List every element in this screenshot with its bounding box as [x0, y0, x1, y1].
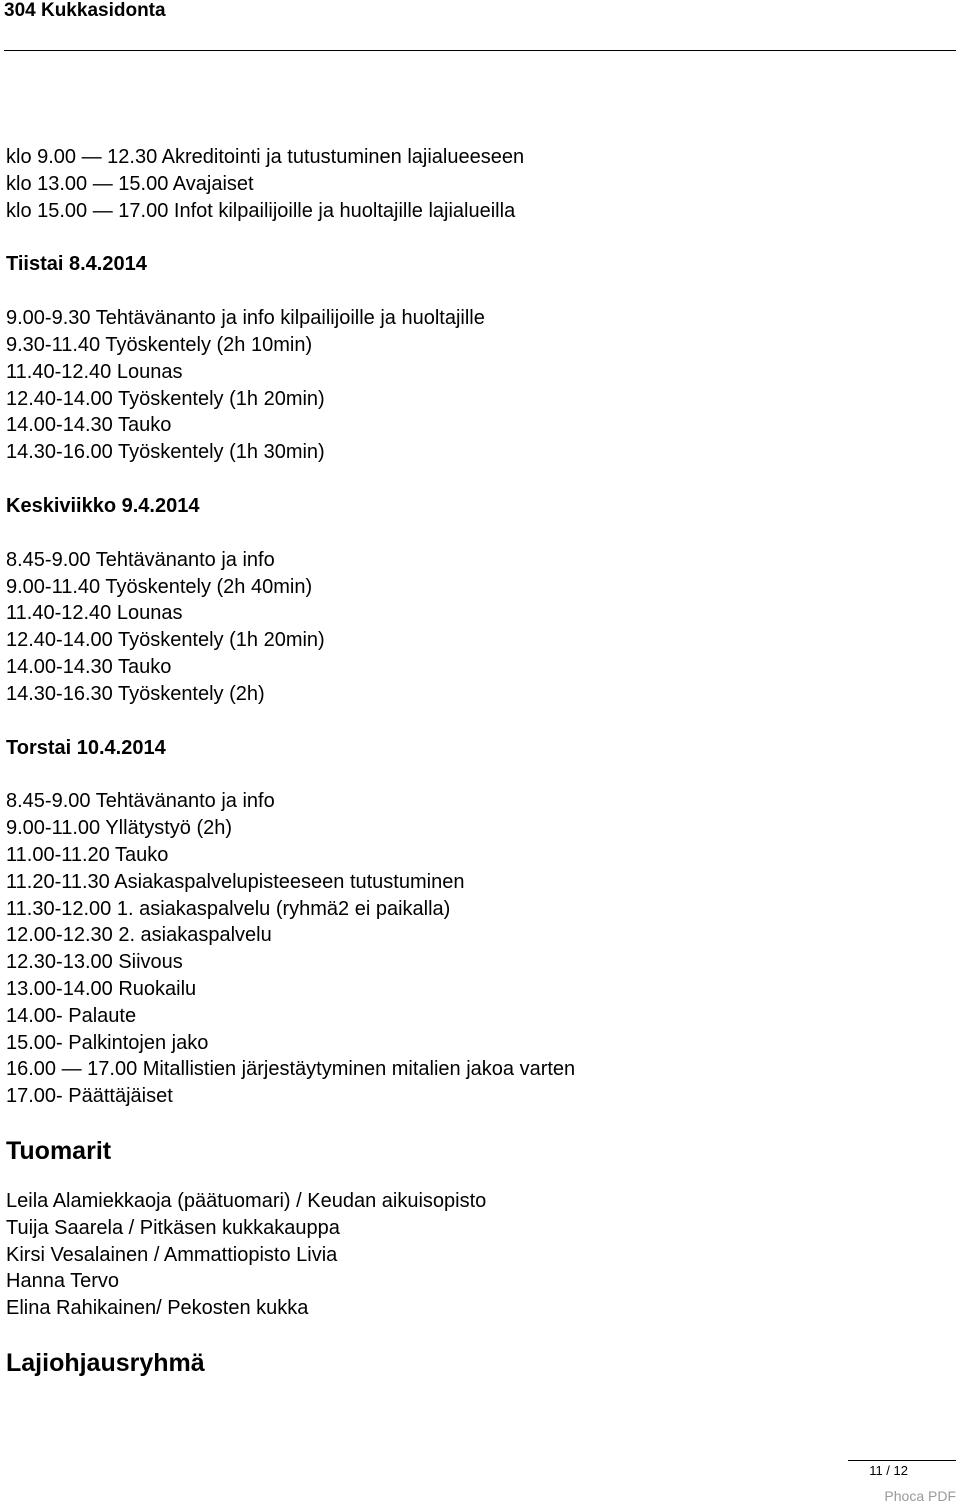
spacer — [6, 1166, 946, 1188]
spacer — [6, 761, 946, 788]
judge-entry: Leila Alamiekkaoja (päätuomari) / Keudan aikuisopisto — [6, 1189, 487, 1212]
schedule-item: 11.00-11.20 Tauko — [6, 843, 169, 866]
intro-line: klo 15.00 — 17.00 Infot kilpailijoille ja huoltajille lajialueilla — [6, 199, 516, 222]
spacer — [6, 1322, 946, 1348]
spacer — [6, 520, 946, 547]
document-body — [6, 144, 946, 1378]
schedule-item: 14.30-16.00 Työskentely (1h 30min) — [6, 441, 325, 464]
schedule-item: 9.00-11.00 Yllätystyö (2h) — [6, 817, 233, 840]
judge-entry: Kirsi Vesalainen / Ammattiopisto Livia — [6, 1243, 338, 1266]
judge-entry: Hanna Tervo — [6, 1270, 120, 1293]
schedule-item: 11.20-11.30 Asiakaspalvelupisteeseen tutustuminen — [6, 870, 465, 893]
schedule-item: 9.00-11.40 Työskentely (2h 40min) — [6, 575, 313, 598]
section-heading: Lajiohjausryhmä — [6, 1348, 205, 1377]
spacer — [6, 708, 946, 735]
schedule-item: 14.00-14.30 Tauko — [6, 414, 172, 437]
judge-entry: Elina Rahikainen/ Pekosten kukka — [6, 1297, 309, 1320]
schedule-item: 9.00-9.30 Tehtävänanto ja info kilpailijoille ja huoltajille — [6, 307, 485, 330]
schedule-item: 12.40-14.00 Työskentely (1h 20min) — [6, 387, 325, 410]
schedule-item: 14.00- Palaute — [6, 1004, 137, 1027]
schedule-item: 11.40-12.40 Lounas — [6, 360, 183, 383]
day-heading: Tiistai 8.4.2014 — [6, 253, 147, 276]
schedule-item: 9.30-11.40 Työskentely (2h 10min) — [6, 333, 313, 356]
schedule-item: 17.00- Päättäjäiset — [6, 1085, 173, 1108]
schedule-item: 8.45-9.00 Tehtävänanto ja info — [6, 790, 275, 813]
document-title: 304 Kukkasidonta — [4, 0, 166, 21]
schedule-item: 11.40-12.40 Lounas — [6, 602, 183, 625]
spacer — [6, 1110, 946, 1136]
schedule-item: 13.00-14.00 Ruokailu — [6, 977, 197, 1000]
schedule-item: 11.30-12.00 1. asiakaspalvelu (ryhmä2 ei paikalla) — [6, 897, 451, 920]
day-schedule-tuesday — [6, 251, 946, 466]
guidance-group-section — [6, 1348, 946, 1378]
section-heading: Tuomarit — [6, 1136, 112, 1165]
page-number: 11 / 12 — [869, 1463, 908, 1478]
schedule-item: 12.00-12.30 2. asiakaspalvelu — [6, 924, 272, 947]
intro-line: klo 13.00 — 15.00 Avajaiset — [6, 172, 254, 195]
schedule-item: 14.00-14.30 Tauko — [6, 655, 172, 678]
day-schedule-wednesday — [6, 493, 946, 708]
schedule-item: 8.45-9.00 Tehtävänanto ja info — [6, 548, 275, 571]
judges-section — [6, 1136, 946, 1322]
schedule-item: 12.40-14.00 Työskentely (1h 20min) — [6, 629, 325, 652]
footer-divider — [848, 1460, 956, 1461]
schedule-item: 16.00 — 17.00 Mitallistien järjestäytyminen mitalien jakoa varten — [6, 1058, 576, 1081]
spacer — [6, 278, 946, 305]
schedule-item: 14.30-16.30 Työskentely (2h) — [6, 682, 265, 705]
schedule-item: 12.30-13.00 Siivous — [6, 951, 183, 974]
intro-line: klo 9.00 — 12.30 Akreditointi ja tutustuminen lajialueeseen — [6, 146, 525, 168]
header-divider — [4, 50, 956, 51]
judge-entry: Tuija Saarela / Pitkäsen kukkakauppa — [6, 1216, 340, 1239]
day-heading: Keskiviikko 9.4.2014 — [6, 494, 200, 517]
day-schedule-thursday — [6, 735, 946, 1110]
intro-schedule — [6, 144, 946, 224]
day-heading: Torstai 10.4.2014 — [6, 736, 166, 759]
footer-brand-link[interactable]: Phoca PDF — [884, 1488, 956, 1504]
schedule-item: 15.00- Palkintojen jako — [6, 1031, 209, 1054]
spacer — [6, 224, 946, 251]
spacer — [6, 466, 946, 493]
